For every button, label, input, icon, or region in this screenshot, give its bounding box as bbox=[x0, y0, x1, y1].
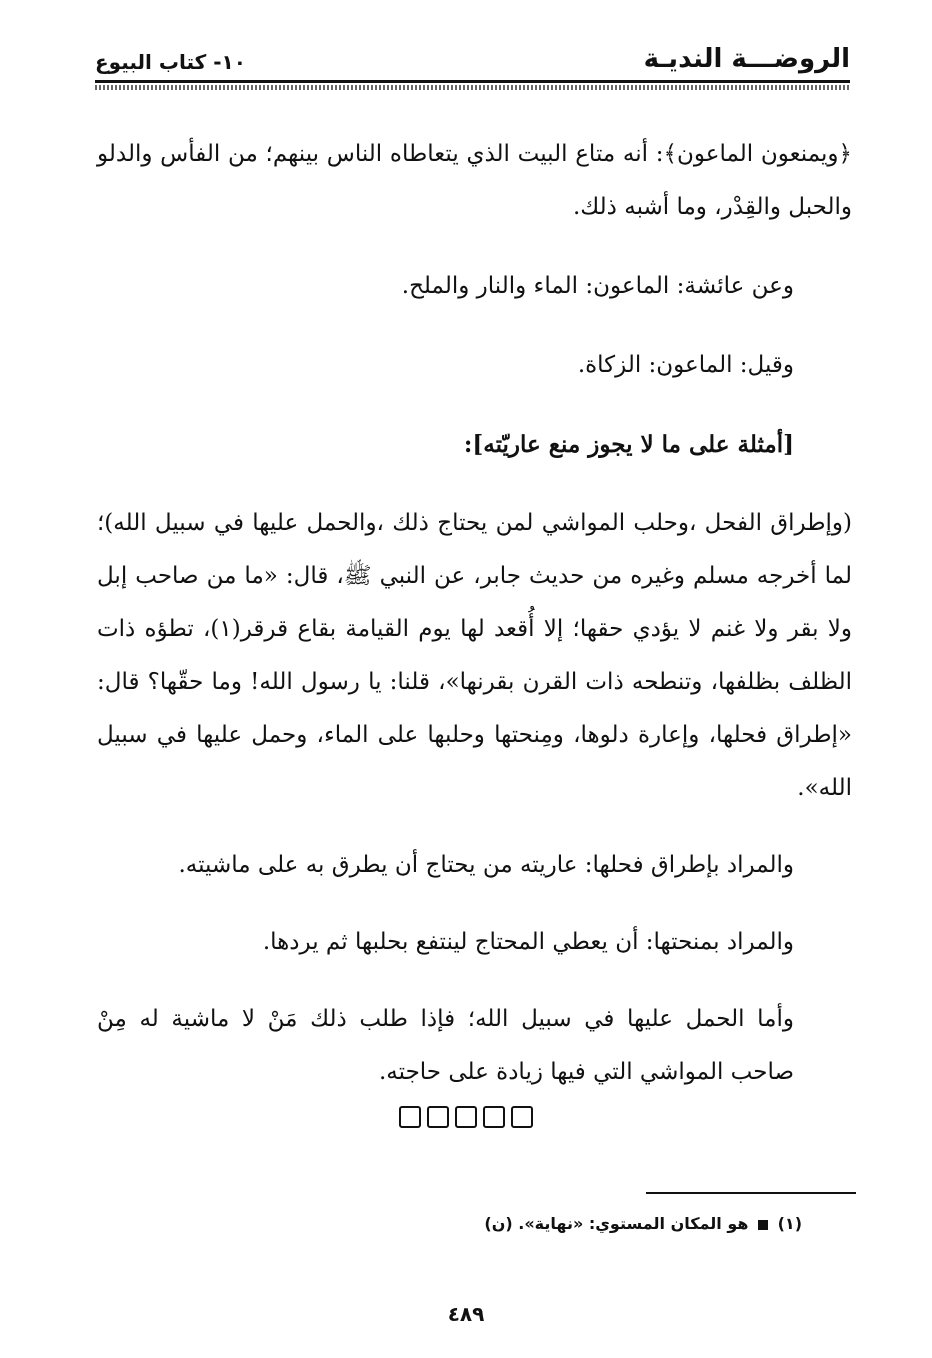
paragraph-maun-definition: ﴿ويمنعون الماعون﴾: أنه متاع البيت الذي يتعاطاه الناس بينهم؛ من الفأس والدلو والحبل والقِدْر، وما أشبه ذلك. bbox=[97, 141, 852, 220]
page-number: ٤٨٩ bbox=[447, 1302, 485, 1326]
paragraph-zakat: وقيل: الماعون: الزكاة. bbox=[577, 352, 794, 378]
section-heading: [أمثلة على ما لا يجوز منع عاريّته]: bbox=[463, 431, 794, 458]
footnote-text: هو المكان المستوي: «نهاية». (ن) bbox=[484, 1214, 749, 1233]
paragraph-haml: وأما الحمل عليها في سبيل الله؛ فإذا طلب ذلك مَنْ لا ماشية له مِنْ صاحب المواشي التي فيها زيادة على حاجته. bbox=[97, 1006, 794, 1085]
divider-square bbox=[511, 1106, 533, 1128]
book-title: الروضـــة النديـة bbox=[643, 44, 850, 74]
main-text bbox=[97, 128, 852, 1099]
divider-square bbox=[455, 1106, 477, 1128]
divider-square bbox=[427, 1106, 449, 1128]
header-rule-line bbox=[95, 80, 850, 83]
paragraph-minha: والمراد بمنحتها: أن يعطي المحتاج لينتفع بحلبها ثم يردها. bbox=[262, 929, 794, 955]
paragraph-aisha: وعن عائشة: الماعون: الماء والنار والملح. bbox=[401, 273, 794, 299]
section-divider bbox=[0, 1106, 932, 1128]
paragraph-itraq: والمراد بإطراق فحلها: عاريته من يحتاج أن يطرق به على ماشيته. bbox=[178, 852, 794, 878]
divider-square bbox=[399, 1106, 421, 1128]
footnote-rule bbox=[646, 1192, 856, 1194]
running-header bbox=[95, 42, 850, 82]
header-rule bbox=[95, 80, 850, 90]
paragraph-hadith: (وإطراق الفحل ،وحلب المواشي لمن يحتاج ذلك ،والحمل عليها في سبيل الله)؛ لما أخرجه مسلم وغيره من حديث جابر، عن النبي ﷺ، قال: «ما من صاحب إبل ولا بقر ولا غنم لا يؤدي حقها؛ إلا أُقعد لها يوم القيامة بقاع قرقر(١)، تطؤه ذات الظلف بظلفها، وتنطحه ذات القرن بقرنها»، قلنا: يا رسول الله! وما حقّها؟ قال: «إطراق فحلها، وإعارة دلوها، ومِنحتها وحلبها على الماء، وحمل عليها في سبيل الله». bbox=[97, 510, 852, 801]
footnote bbox=[484, 1210, 802, 1238]
divider-square bbox=[483, 1106, 505, 1128]
chapter-title: ١٠- كتاب البيوع bbox=[95, 50, 246, 74]
square-icon bbox=[758, 1220, 768, 1230]
header-rule-dots bbox=[95, 85, 850, 90]
footnote-number: (١) bbox=[777, 1214, 802, 1233]
